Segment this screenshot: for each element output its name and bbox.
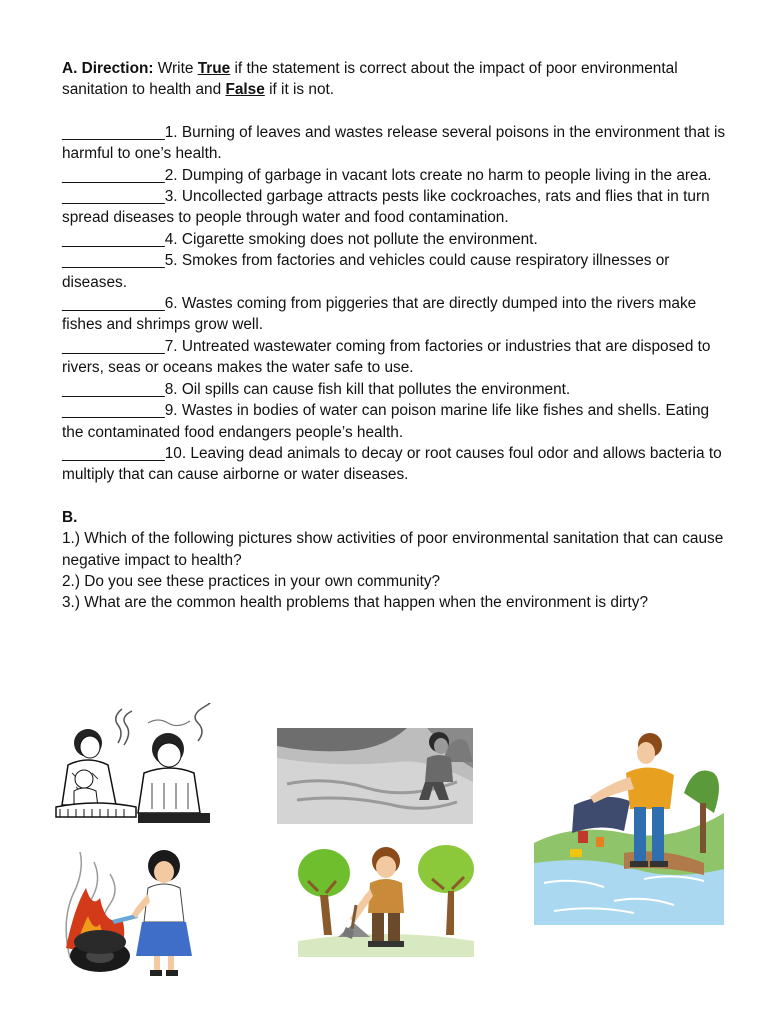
list-item: ____________1. Burning of leaves and wastes release several poisons in the environment that is harmful to one’s health.	[62, 123, 726, 163]
answer-blank[interactable]: ____________	[62, 123, 165, 141]
list-item: ____________6. Wastes coming from piggeries that are directly dumped into the rivers make fishes and shrimps grow well.	[62, 295, 697, 334]
true-word: True	[197, 60, 231, 77]
answer-blank[interactable]: ____________	[62, 337, 165, 355]
dumping-hillside-illustration	[277, 728, 473, 824]
false-word: False	[225, 81, 265, 99]
list-item: ____________10. Leaving dead animals to decay or root causes foul odor and allows bacteria to multiply that can cause airborne or water diseases.	[62, 444, 722, 484]
list-item: ____________2. Dumping of garbage in vacant lots create no harm to people living in the area.	[62, 166, 712, 184]
question: 2.) Do you see these practices in your own community?	[62, 572, 441, 590]
question: 1.) Which of the following pictures show activities of poor environmental sanitation that can cause negative impact to health?	[62, 530, 724, 569]
answer-blank[interactable]: ____________	[62, 166, 165, 184]
question: 3.) What are the common health problems that happen when the environment is dirty?	[62, 594, 649, 612]
list-item: ____________5. Smokes from factories and vehicles could cause respiratory illnesses or diseases.	[62, 252, 670, 291]
smoking-family-illustration	[48, 703, 222, 825]
list-item: ____________7. Untreated wastewater coming from factories or industries that are disposed to rivers, seas or oceans makes the water safe to use.	[62, 337, 711, 377]
worksheet	[62, 58, 730, 614]
answer-blank[interactable]: ____________	[62, 252, 165, 270]
list-item: ____________8. Oil spills can cause fish kill that pollutes the environment.	[62, 380, 571, 398]
direction-text: A. Direction: Write True if the statement is correct about the impact of poor environmental sanitation to health and False if it is not.	[62, 60, 678, 99]
list-item: ____________9. Wastes in bodies of water can poison marine life like fishes and shells. Eating the contaminated food endangers people’s health.	[62, 402, 710, 441]
boy-digging-trees-illustration	[298, 845, 474, 957]
answer-blank[interactable]: ____________	[62, 380, 165, 398]
true-false-list	[62, 122, 730, 486]
answer-blank[interactable]: ____________	[62, 188, 165, 206]
answer-blank[interactable]: ____________	[62, 402, 165, 420]
list-item: ____________4. Cigarette smoking does not pollute the environment.	[62, 230, 538, 248]
river-dumping-illustration	[534, 733, 724, 925]
section-b-label: B.	[62, 508, 78, 526]
answer-blank[interactable]: ____________	[62, 444, 165, 462]
answer-blank[interactable]: ____________	[62, 295, 165, 313]
direction-label: A. Direction:	[62, 60, 154, 77]
answer-blank[interactable]: ____________	[62, 230, 165, 248]
burning-tire-girl-illustration	[60, 848, 206, 978]
list-item: ____________3. Uncollected garbage attracts pests like cockroaches, rats and flies that in turn spread diseases to people through water and food contamination.	[62, 188, 710, 227]
